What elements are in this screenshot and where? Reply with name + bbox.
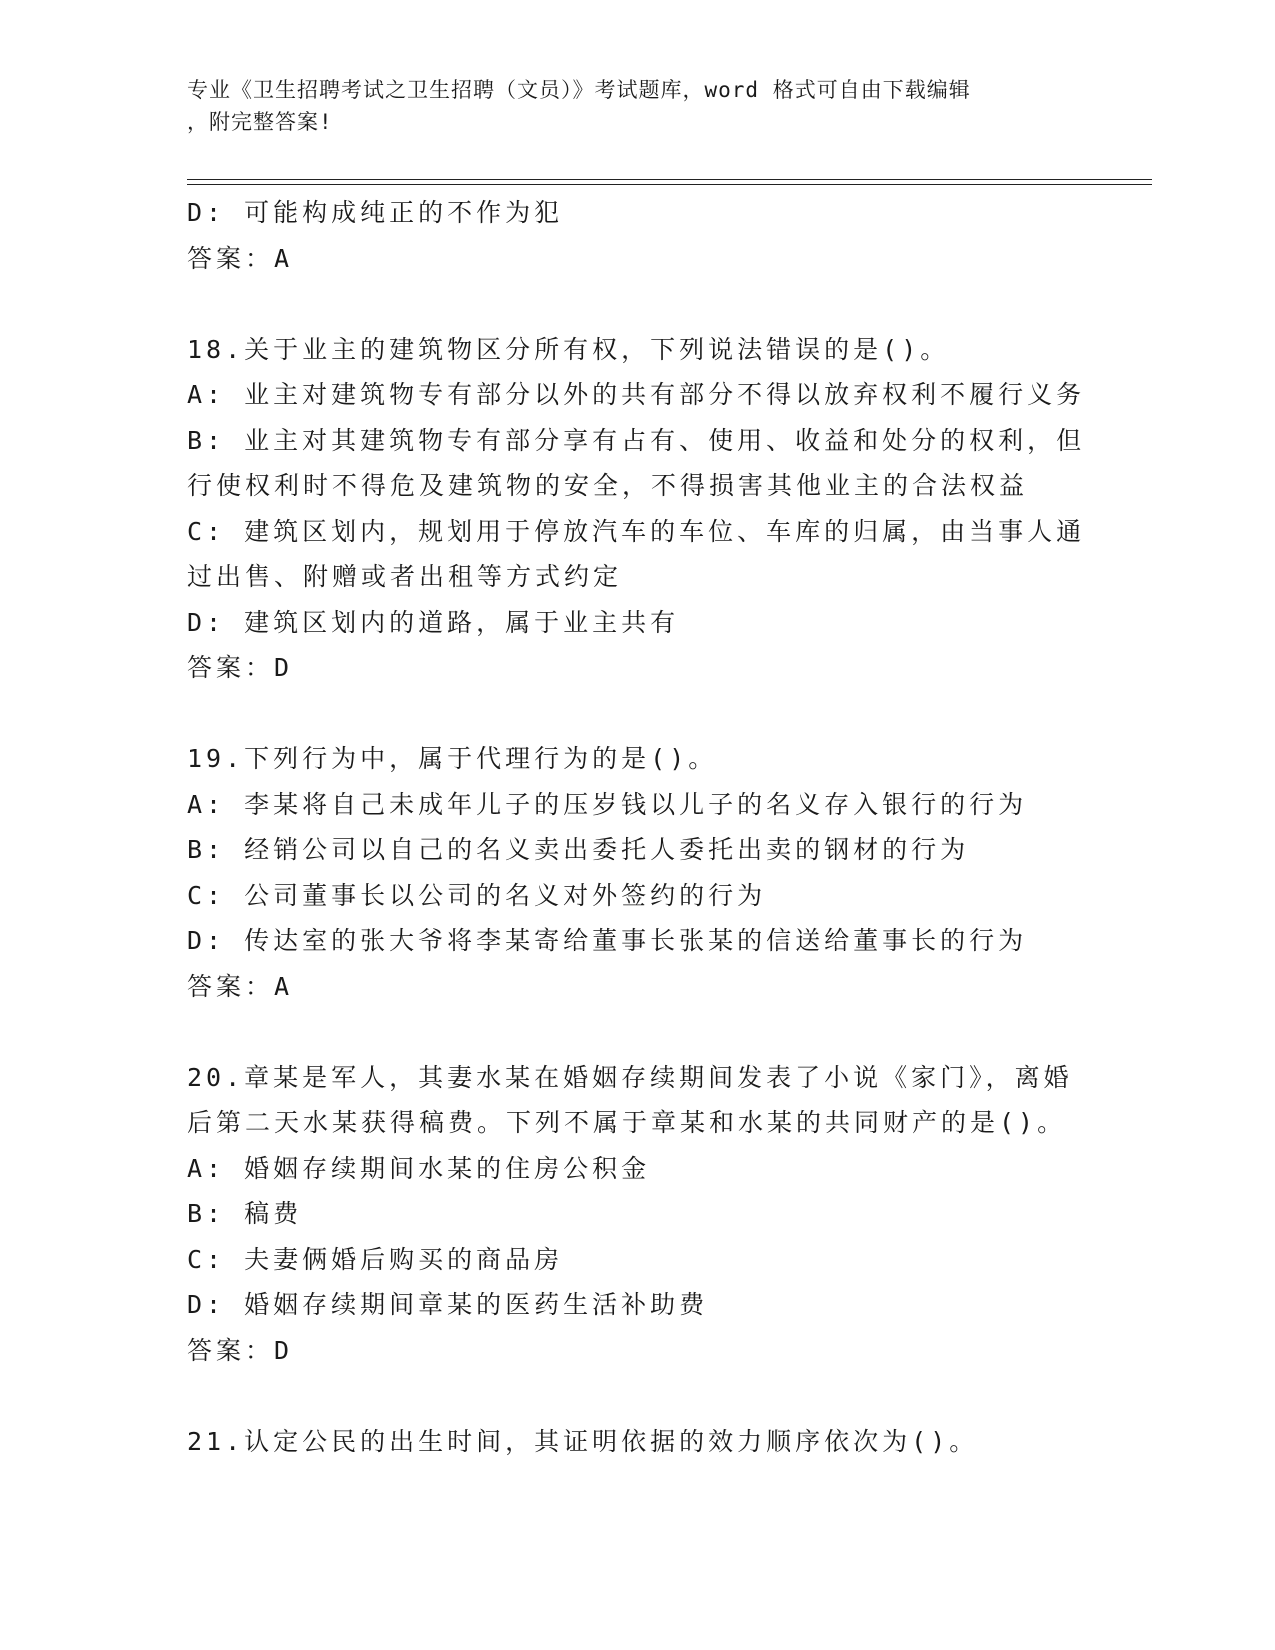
spacer bbox=[187, 281, 1087, 327]
option-c: C: 建筑区划内，规划用于停放汽车的车位、车库的归属，由当事人通 bbox=[187, 516, 1086, 546]
option-c-continued: 过出售、附赠或者出租等方式约定 bbox=[187, 562, 623, 591]
question-21 bbox=[187, 1419, 1087, 1465]
option-b-continued: 行使权利时不得危及建筑物的安全，不得损害其他业主的合法权益 bbox=[187, 471, 1029, 500]
question-text: 21.认定公民的出生时间，其证明依据的效力顺序依次为()。 bbox=[187, 1426, 979, 1456]
header-rule-bottom bbox=[187, 184, 1152, 185]
question-text: 20.章某是军人，其妻水某在婚姻存续期间发表了小说《家门》，离婚 bbox=[187, 1062, 1073, 1092]
option-d: D: 传达室的张大爷将李某寄给董事长张某的信送给董事长的行为 bbox=[187, 926, 1028, 955]
question-19 bbox=[187, 736, 1087, 1009]
option-b: B: 经销公司以自己的名义卖出委托人委托出卖的钢材的行为 bbox=[187, 835, 970, 864]
option-d: D: 建筑区划内的道路，属于业主共有 bbox=[187, 607, 680, 637]
question-18 bbox=[187, 327, 1087, 691]
question-text: 18.关于业主的建筑物区分所有权，下列说法错误的是()。 bbox=[187, 334, 950, 364]
spacer bbox=[187, 1009, 1087, 1055]
spacer bbox=[187, 691, 1087, 737]
header-line-2: ，附完整答案! bbox=[187, 110, 333, 134]
answer-line: 答案：A bbox=[187, 243, 294, 273]
question-text-continued: 后第二天水某获得稿费。下列不属于章某和水某的共同财产的是()。 bbox=[187, 1108, 1067, 1137]
option-d: D: 可能构成纯正的不作为犯 bbox=[187, 198, 564, 227]
header-rule-top bbox=[187, 179, 1152, 180]
question-text: 19.下列行为中，属于代理行为的是()。 bbox=[187, 744, 718, 773]
option-d: D: 婚姻存续期间章某的医药生活补助费 bbox=[187, 1290, 709, 1319]
answer-line: 答案：D bbox=[187, 1335, 294, 1365]
header-line-1: 专业《卫生招聘考试之卫生招聘（文员）》考试题库，word 格式可自由下载编辑 bbox=[187, 78, 971, 102]
option-a: A: 业主对建筑物专有部分以外的共有部分不得以放弃权利不履行义务 bbox=[187, 380, 1086, 409]
option-c: C: 夫妻俩婚后购买的商品房 bbox=[187, 1244, 564, 1274]
document-header bbox=[187, 74, 1067, 138]
option-a: A: 李某将自己未成年儿子的压岁钱以儿子的名义存入银行的行为 bbox=[187, 789, 1028, 819]
option-b: B: 稿费 bbox=[187, 1199, 303, 1228]
question-20 bbox=[187, 1055, 1087, 1374]
option-c: C: 公司董事长以公司的名义对外签约的行为 bbox=[187, 880, 767, 910]
answer-line: 答案：A bbox=[187, 971, 294, 1001]
option-a: A: 婚姻存续期间水某的住房公积金 bbox=[187, 1153, 651, 1183]
answer-line: 答案：D bbox=[187, 653, 294, 682]
option-b: B: 业主对其建筑物专有部分享有占有、使用、收益和处分的权利，但 bbox=[187, 425, 1086, 455]
question-content bbox=[187, 190, 1087, 1464]
spacer bbox=[187, 1373, 1087, 1419]
